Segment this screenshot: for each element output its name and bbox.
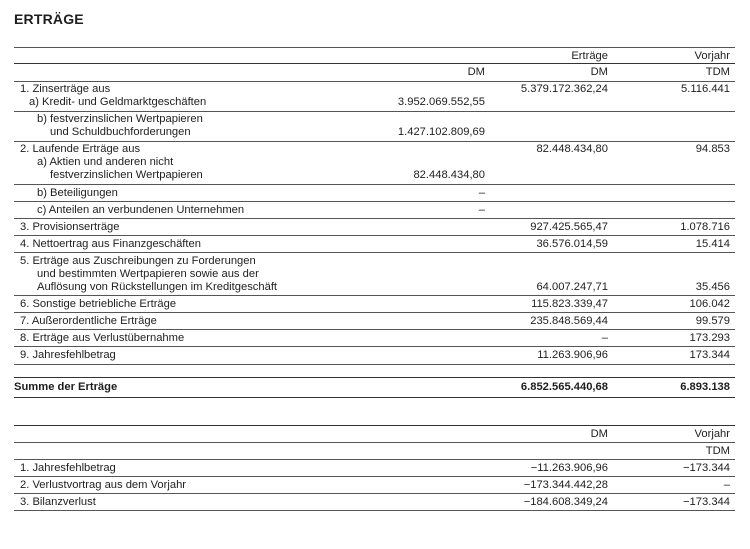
row-label: festverzinslichen Wertpapieren	[50, 169, 203, 181]
row-label: 3. Bilanzverlust	[20, 496, 96, 508]
row-label: 7. Außerordentliche Erträge	[20, 315, 157, 327]
row-label: 1. Jahresfehlbetrag	[20, 462, 116, 474]
row-label: a) Kredit- und Geldmarktgeschäften	[29, 96, 207, 108]
table-rule	[14, 329, 735, 330]
cell-dm-total: 927.425.565,47	[530, 221, 608, 233]
cell-prior-year: 106.042	[689, 298, 730, 310]
cell-prior-year: −173.344	[683, 462, 730, 474]
table-rule	[14, 425, 735, 426]
row-label: 9. Jahresfehlbetrag	[20, 349, 116, 361]
row-label: 5. Erträge aus Zuschreibungen zu Forderungen	[20, 255, 256, 267]
cell-prior-year: −173.344	[683, 496, 730, 508]
cell-dm-total: 82.448.434,80	[536, 143, 608, 155]
cell-prior-year: 173.344	[689, 349, 730, 361]
row-label: c) Anteilen an verbundenen Unternehmen	[37, 204, 245, 216]
page-title: ERTRÄGE	[14, 11, 84, 27]
cell-prior-year: 99.579	[695, 315, 730, 327]
row-label: 3. Provisionserträge	[20, 221, 120, 233]
cell-dm-total: 64.007.247,71	[536, 281, 608, 293]
table-rule	[14, 252, 735, 253]
table-rule	[14, 476, 735, 477]
table-rule	[14, 295, 735, 296]
table-rule	[14, 312, 735, 313]
row-label: Auflösung von Rückstellungen im Kreditgeschäft	[37, 281, 278, 293]
row-label: 2. Verlustvortrag aus dem Vorjahr	[20, 479, 187, 491]
table-rule	[14, 235, 735, 236]
table-rule	[14, 493, 735, 494]
table-rule	[14, 47, 735, 48]
row-label: a) Aktien und anderen nicht	[37, 156, 174, 168]
sum-dm-total: 6.852.565.440,68	[520, 381, 608, 393]
sum-label: Summe der Erträge	[14, 381, 118, 393]
table-rule	[14, 63, 735, 64]
header-dm-subtotal: DM	[467, 66, 485, 78]
table-rule	[14, 442, 735, 443]
cell-prior-year: 94.853	[695, 143, 730, 155]
cell-dm-subtotal: 1.427.102.809,69	[397, 126, 485, 138]
table-rule	[14, 510, 735, 511]
header-tdm: TDM	[705, 445, 730, 457]
header-prior-year: Vorjahr	[694, 50, 730, 62]
table-rule	[14, 397, 735, 398]
cell-dm-subtotal: –	[478, 187, 485, 199]
cell-dm-total: 235.848.569,44	[530, 315, 608, 327]
row-label: b) Beteiligungen	[37, 187, 118, 199]
row-label: 2. Laufende Erträge aus	[20, 143, 141, 155]
cell-dm: −184.608.349,24	[523, 496, 608, 508]
header-earnings: Erträge	[571, 50, 608, 62]
header-dm: DM	[590, 428, 608, 440]
row-label: 8. Erträge aus Verlustübernahme	[20, 332, 185, 344]
cell-prior-year: 5.116.441	[681, 83, 730, 95]
row-label: 1. Zinserträge aus	[20, 83, 111, 95]
table-rule	[14, 377, 735, 378]
table-rule	[14, 111, 735, 112]
header-prior-year: Vorjahr	[694, 428, 730, 440]
header-dm-total: DM	[590, 66, 608, 78]
table-rule	[14, 141, 735, 142]
row-label: und Schuldbuchforderungen	[50, 126, 191, 138]
cell-dm-total: 36.576.014,59	[536, 238, 608, 250]
row-label: und bestimmten Wertpapieren sowie aus der	[37, 268, 259, 280]
cell-prior-year: –	[723, 479, 730, 491]
cell-dm-total: 5.379.172.362,24	[520, 83, 608, 95]
cell-prior-year: 15.414	[695, 238, 730, 250]
cell-dm-total: 115.823.339,47	[531, 298, 608, 310]
cell-dm-total: –	[601, 332, 608, 344]
table-rule	[14, 364, 735, 365]
row-label: b) festverzinslichen Wertpapieren	[37, 113, 203, 125]
table-rule	[14, 184, 735, 185]
cell-prior-year: 35.456	[695, 281, 730, 293]
cell-dm-subtotal: –	[478, 204, 485, 216]
table-rule	[14, 218, 735, 219]
table-rule	[14, 459, 735, 460]
cell-dm: −11.263.906,96	[530, 462, 608, 474]
cell-dm: −173.344.442,28	[523, 479, 608, 491]
table-rule	[14, 201, 735, 202]
cell-dm-total: 11.263.906,96	[537, 349, 608, 361]
row-label: 6. Sonstige betriebliche Erträge	[20, 298, 177, 310]
row-label: 4. Nettoertrag aus Finanzgeschäften	[20, 238, 201, 250]
cell-dm-subtotal: 3.952.069.552,55	[397, 96, 485, 108]
cell-prior-year: 1.078.716	[680, 221, 730, 233]
table-rule	[14, 346, 735, 347]
sum-prior-year: 6.893.138	[680, 381, 730, 393]
cell-dm-subtotal: 82.448.434,80	[413, 169, 485, 181]
header-tdm: TDM	[705, 66, 730, 78]
cell-prior-year: 173.293	[689, 332, 730, 344]
table-rule	[14, 81, 735, 82]
